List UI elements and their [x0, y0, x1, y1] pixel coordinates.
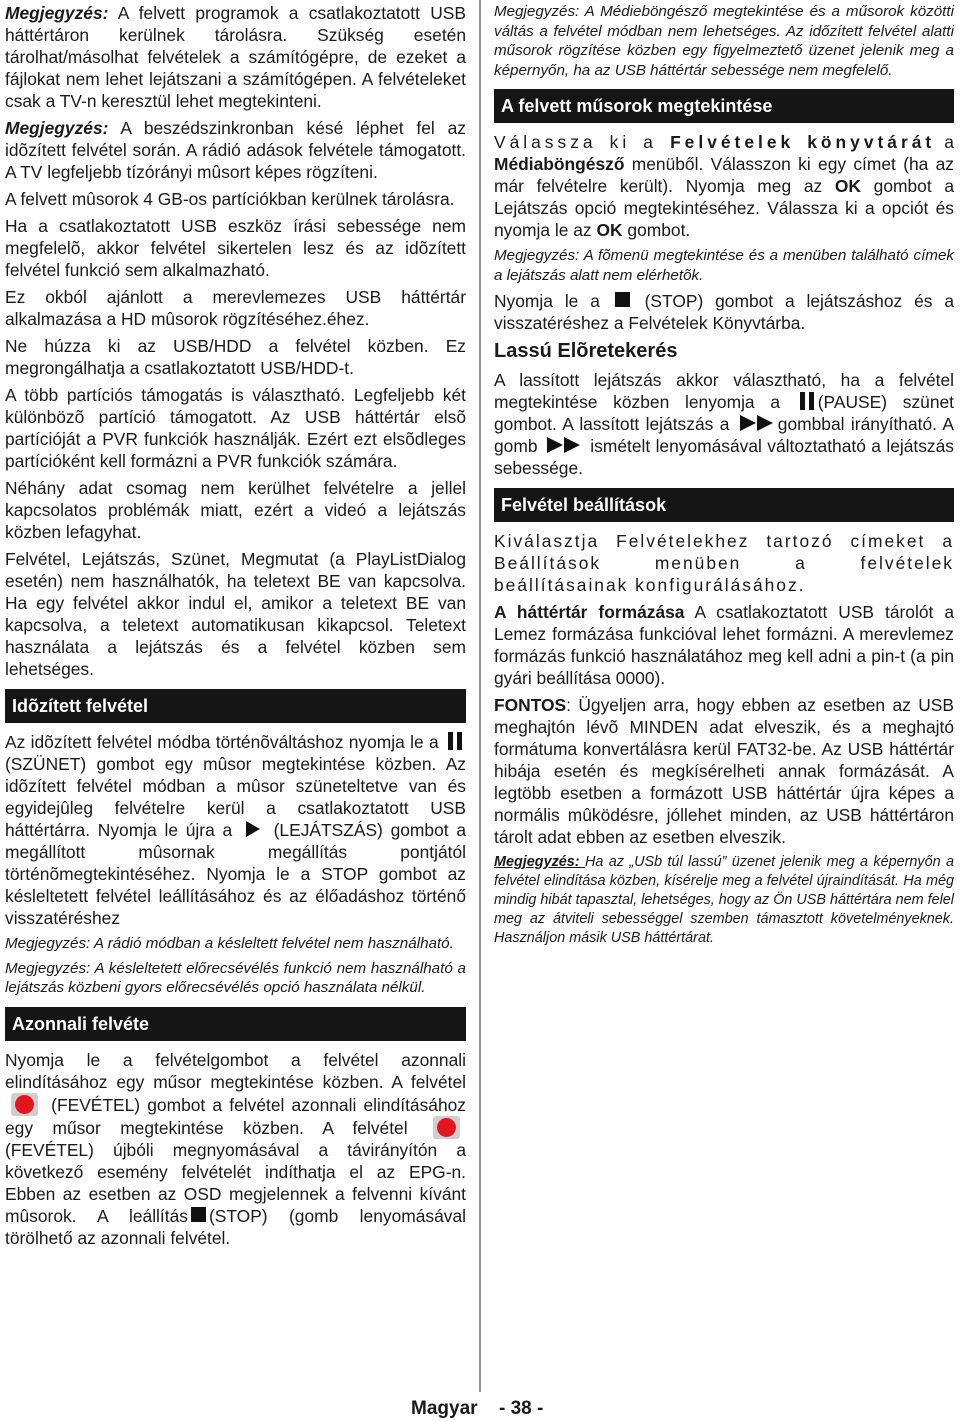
- section-heading-settings: Felvétel beállítások: [494, 488, 954, 522]
- note-paragraph: Megjegyzés: A felvett programok a csatlakoztatott USB háttértáron kerülnek tárolásra. Szükség esetén tárolhat/másolhat felvételek a számítógépre, de ezeket a fájlokat nem lehet lejátszani a számítógépen. A felvételeket csak a TV-n keresztül lehet megtekinteni.: [5, 3, 466, 111]
- section-heading-timeshift: Idõzített felvétel: [5, 689, 466, 723]
- body-paragraph: Nyomja le a (STOP) gombot a lejátszáshoz és a visszatéréshez a Felvételek Könyvtárba.: [494, 291, 954, 333]
- note-paragraph: Megjegyzés: A rádió módban a késleltett felvétel nem használható.: [5, 935, 454, 952]
- play-icon: [246, 821, 260, 837]
- note-paragraph: Megjegyzés: A Médieböngésző megtekintése és a műsorok közötti váltás a felvétel módban nem lehetséges. Az időzített felvétel alatti műsorok rögzítése közben egy figyelmeztető üzenet jelenik meg a képernyőn, ha az USB háttértár sebessége nem megfelelő.: [494, 3, 954, 79]
- fast-forward-icon: [739, 415, 775, 431]
- body-paragraph: Nyomja le a felvételgombot a felvétel azonnali elindításához egy műsor megtekintése közben. A felvétel (FEVÉTEL) gombot a felvétel azonnali elindításához egy műsor megtekintése közben. A felvétel (FEVÉTEL) újbóli megnyomásával a távirányítón a következő esemény felvételét indíthatja el az EPG-n. Ebben az esetben az OSD megjelennek a felvenni kívánt mûsorok. A leállítás (STOP) (gomb lenyomásával törölhető az azonnali felvétel.: [5, 1049, 467, 1248]
- note-paragraph: Megjegyzés: A késleltetett előrecsévélés funkció nem használható a lejátszás közbeni gyors előrecsévélés opció használata nélkül.: [5, 959, 466, 996]
- stop-icon: [191, 1207, 206, 1222]
- body-paragraph: FONTOS: Ügyeljen arra, hogy ebben az esetben az USB meghajtón lévõ MINDEN adat elveszik, és a meghajtó formátuma konvertálásra kerül FAT32-be. Az USB háttértár hibája esetén és megkísérelheti annak formázását. A legtöbb esetben a formázott USB háttértár újra képes a normális mûködésre, jóllehet minden, az USB háttértáron tárolt adat ebben az esetben elveszik.: [494, 695, 954, 847]
- record-icon: [11, 1093, 38, 1116]
- section-heading-instant: Azonnali felvéte: [5, 1007, 466, 1041]
- column-divider: [479, 0, 481, 1392]
- record-icon: [433, 1116, 460, 1139]
- body-paragraph: A több partíciós támogatás is választható. Legfeljebb két különbözõ partíció támogatott. Az USB háttértár elsõ partícióját a PVR funkciók használják. Ezért ezt elsõdleges partícióként kell formázni a PVR funkciók számára.: [5, 385, 466, 471]
- footer-language: Magyar: [411, 1398, 478, 1419]
- fast-forward-icon: [546, 437, 582, 453]
- left-column: [5, 2, 466, 1254]
- section-heading-watch: A felvett műsorok megtekintése: [494, 89, 954, 123]
- right-column: [494, 2, 954, 953]
- body-paragraph: Néhány adat csomag nem kerülhet felvételre a jellel kapcsolatos problémák miatt, ezért a videó a lejátszás közben lefagyhat.: [5, 478, 466, 542]
- note-paragraph: Megjegyzés: A fõmenü megtekintése és a menüben található címek a lejátszás alatt nem elérhetõk.: [494, 247, 954, 284]
- body-paragraph: Ne húzza ki az USB/HDD a felvétel közben. Ez megrongálhatja a csatlakoztatott USB/HDD-t.: [5, 336, 466, 378]
- body-paragraph: Kiválasztja Felvételekhez tartozó címeket a Beállítások menüben a felvételek beállításainak konfigurálásához.: [494, 531, 954, 595]
- pause-icon: [799, 392, 815, 410]
- body-paragraph: A háttértár formázása A csatlakoztatott USB tárolót a Lemez formázása funkcióval lehet formázni. A merevlemez formázás funkció használatához meg kell adni a pin-t (a pin gyári beállítása 0000).: [494, 602, 955, 688]
- page-number: - 38 -: [499, 1398, 544, 1419]
- body-paragraph: Ez okból ajánlott a merevlemezes USB háttértár alkalmazása a HD mûsorok rögzítéséhez.éhez.: [5, 287, 466, 329]
- body-paragraph: Ha a csatlakoztatott USB eszköz írási sebessége nem megfelelõ, akkor felvétel sikertelen lesz és az idõzített felvétel funkció sem alkalmazható.: [5, 216, 466, 280]
- body-paragraph: Válassza ki a Felvételek könyvtárát a Médiaböngésző menüből. Válasszon ki egy címet (ha az már felvételre került). Nyomja meg az OK gombot a Lejátszás opció megtekintéséhez. Válassza ki a opciót és nyomja le az OK gombot.: [494, 132, 954, 240]
- section-heading-slow: Lassú Elõretekerés: [494, 340, 678, 362]
- note-paragraph: Megjegyzés: Ha az „USb túl lassú” üzenet jelenik meg a képernyőn a felvétel elindítása közben, kísérelje meg a felvétel újraindítását. Ha még mindig hibát tapasztal, lehetséges, hogy az Ön USB háttértára nem felel meg az átviteli sebességgel szemben támasztott követelményeknek. Használjon másik USB háttértárat.: [494, 854, 954, 946]
- stop-icon: [615, 292, 630, 307]
- body-paragraph: A lassított lejátszás akkor választható, ha a felvétel megtekintése közben lenyomja a (PAUSE) szünet gombot. A lassított lejátszás a gombbal irányítható. A gomb ismételt lenyomásával változtatható a lejátszás sebessége.: [494, 370, 954, 478]
- body-paragraph: Felvétel, Lejátszás, Szünet, Megmutat (a PlayListDialog esetén) nem használhatók, ha teletext BE van kapcsolva. Ha egy felvétel akkor indul el, amikor a teletext BE van kapcsolva, a teletext automatikusan kikapcsol. Teletext használata a lejátszás és a felvétel közben sem lehetséges.: [5, 549, 466, 679]
- body-paragraph: Az idõzített felvétel módba történõváltáshoz nyomja le a (SZÜNET) gombot egy mûsor megtekintése közben. Az idõzített felvétel módban a mûsor szüneteltetve van és egyidejûleg felvételre kerül a csatlakoztatott USB háttértárra. Nyomja le újra a (LEJÁTSZÁS) gombot a megállított mûsornak megállítás pontjától történõmegtekintéséhez. Nyomja le a STOP gombot az késleltetett felvétel leállításához és az élőadáshoz történő visszatéréshez: [5, 732, 466, 928]
- body-paragraph: A felvett mûsorok 4 GB-os partíciókban kerülnek tárolásra.: [5, 189, 455, 209]
- pause-icon: [447, 732, 463, 750]
- note-paragraph: Megjegyzés: A beszédszinkronban késé léphet fel az idõzített felvétel során. A rádió adások felvétele támogatott. A TV legfeljebb tízórányi mûsort képes rögzíteni.: [5, 118, 466, 182]
